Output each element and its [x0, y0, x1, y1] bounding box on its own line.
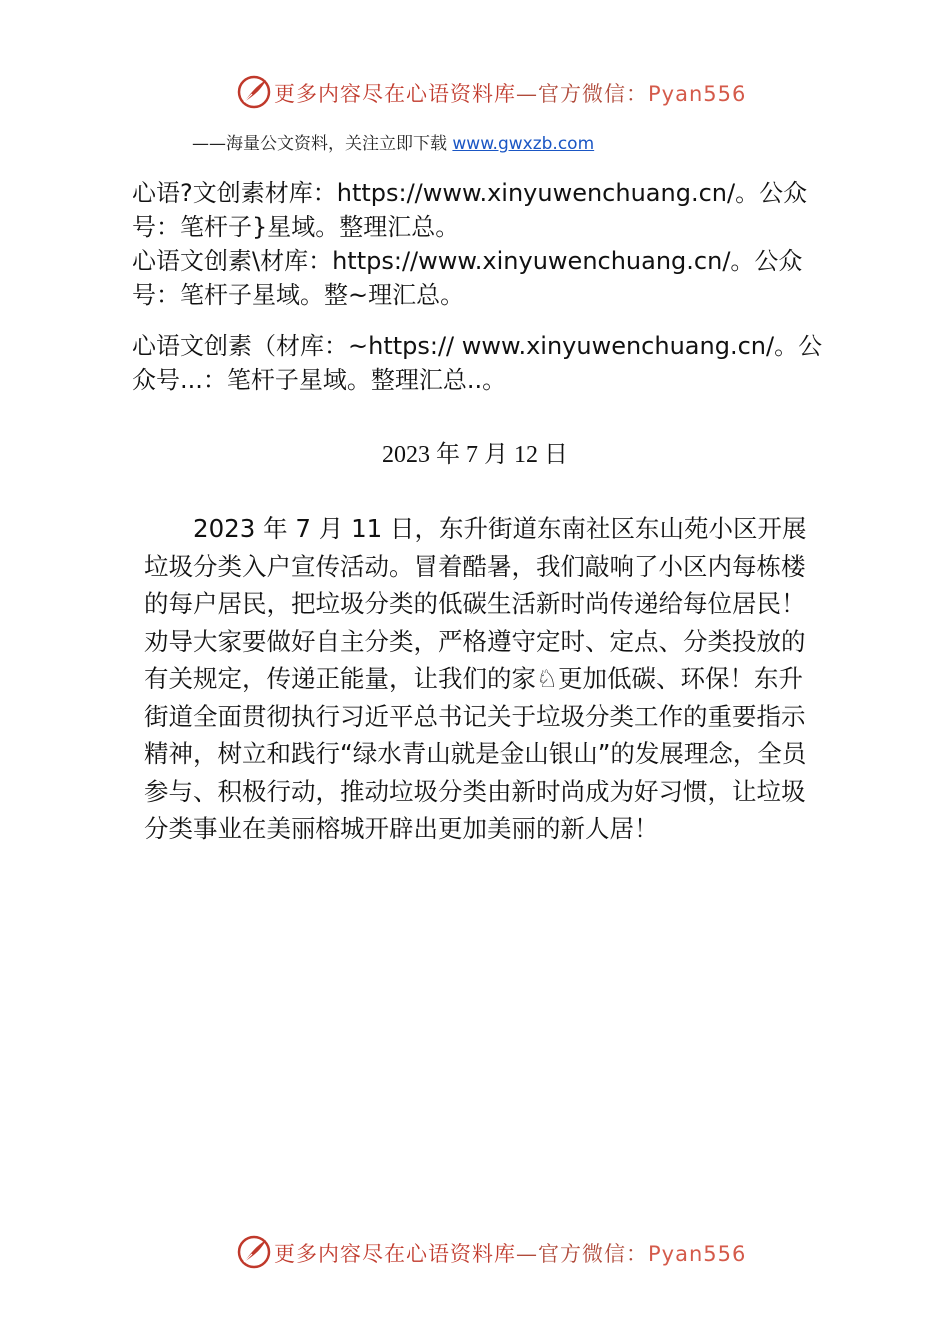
subline-prefix: ——海量公文资料，关注立即下载 [192, 134, 453, 154]
watermark-line-3: 心语文创素（材库：~https:// www.xinyuwenchuang.cn/。公众号...：笔杆子星域。整理汇总..。 [132, 332, 823, 394]
gwxzb-link[interactable]: www.gwxzb.com [452, 134, 595, 154]
header-banner-handle: Pyan556 [648, 82, 747, 106]
header-banner-text [274, 78, 746, 108]
footer-banner [0, 1232, 950, 1276]
footer-banner-dash: —官方微信： [516, 1242, 648, 1266]
document-date: 2023 年 7 月 12 日 [382, 442, 568, 468]
quill-logo-icon [236, 74, 272, 110]
footer-banner-main: 更多内容尽在心语资料库 [274, 1242, 516, 1266]
quill-logo-icon [236, 1234, 272, 1270]
watermark-line-2: 心语文创素\材库：https://www.xinyuwenchuang.cn/。公众号：笔杆子星域。整~理汇总。 [132, 247, 803, 309]
watermark-line-1: 心语?文创素材库：https://www.xinyuwenchuang.cn/。公众号：笔杆子}星域。整理汇总。 [132, 179, 808, 241]
download-subline [192, 129, 594, 154]
header-banner-main: 更多内容尽在心语资料库 [274, 82, 516, 106]
body-paragraph: 2023 年 7 月 11 日，东升街道东南社区东山苑小区开展垃圾分类入户宣传活动。冒着酷暑，我们敲响了小区内每栋楼的每户居民，把垃圾分类的低碳生活新时尚传递给每位居民！劝导大家要做好自主分类，严格遵守定时、定点、分类投放的有关规定，传递正能量，让我们的家♘更加低碳、环保！东升街道全面贯彻执行习近平总书记关于垃圾分类工作的重要指示精神，树立和践行“绿水青山就是金山银山”的发展理念，全员参与、积极行动，推动垃圾分类由新时尚成为好习惯，让垃圾分类事业在美丽榕城开辟出更加美丽的新人居！ [144, 514, 807, 843]
footer-banner-text [274, 1238, 746, 1268]
header-banner-dash: —官方微信： [516, 82, 648, 106]
header-banner [0, 72, 950, 116]
footer-banner-handle: Pyan556 [648, 1242, 747, 1266]
